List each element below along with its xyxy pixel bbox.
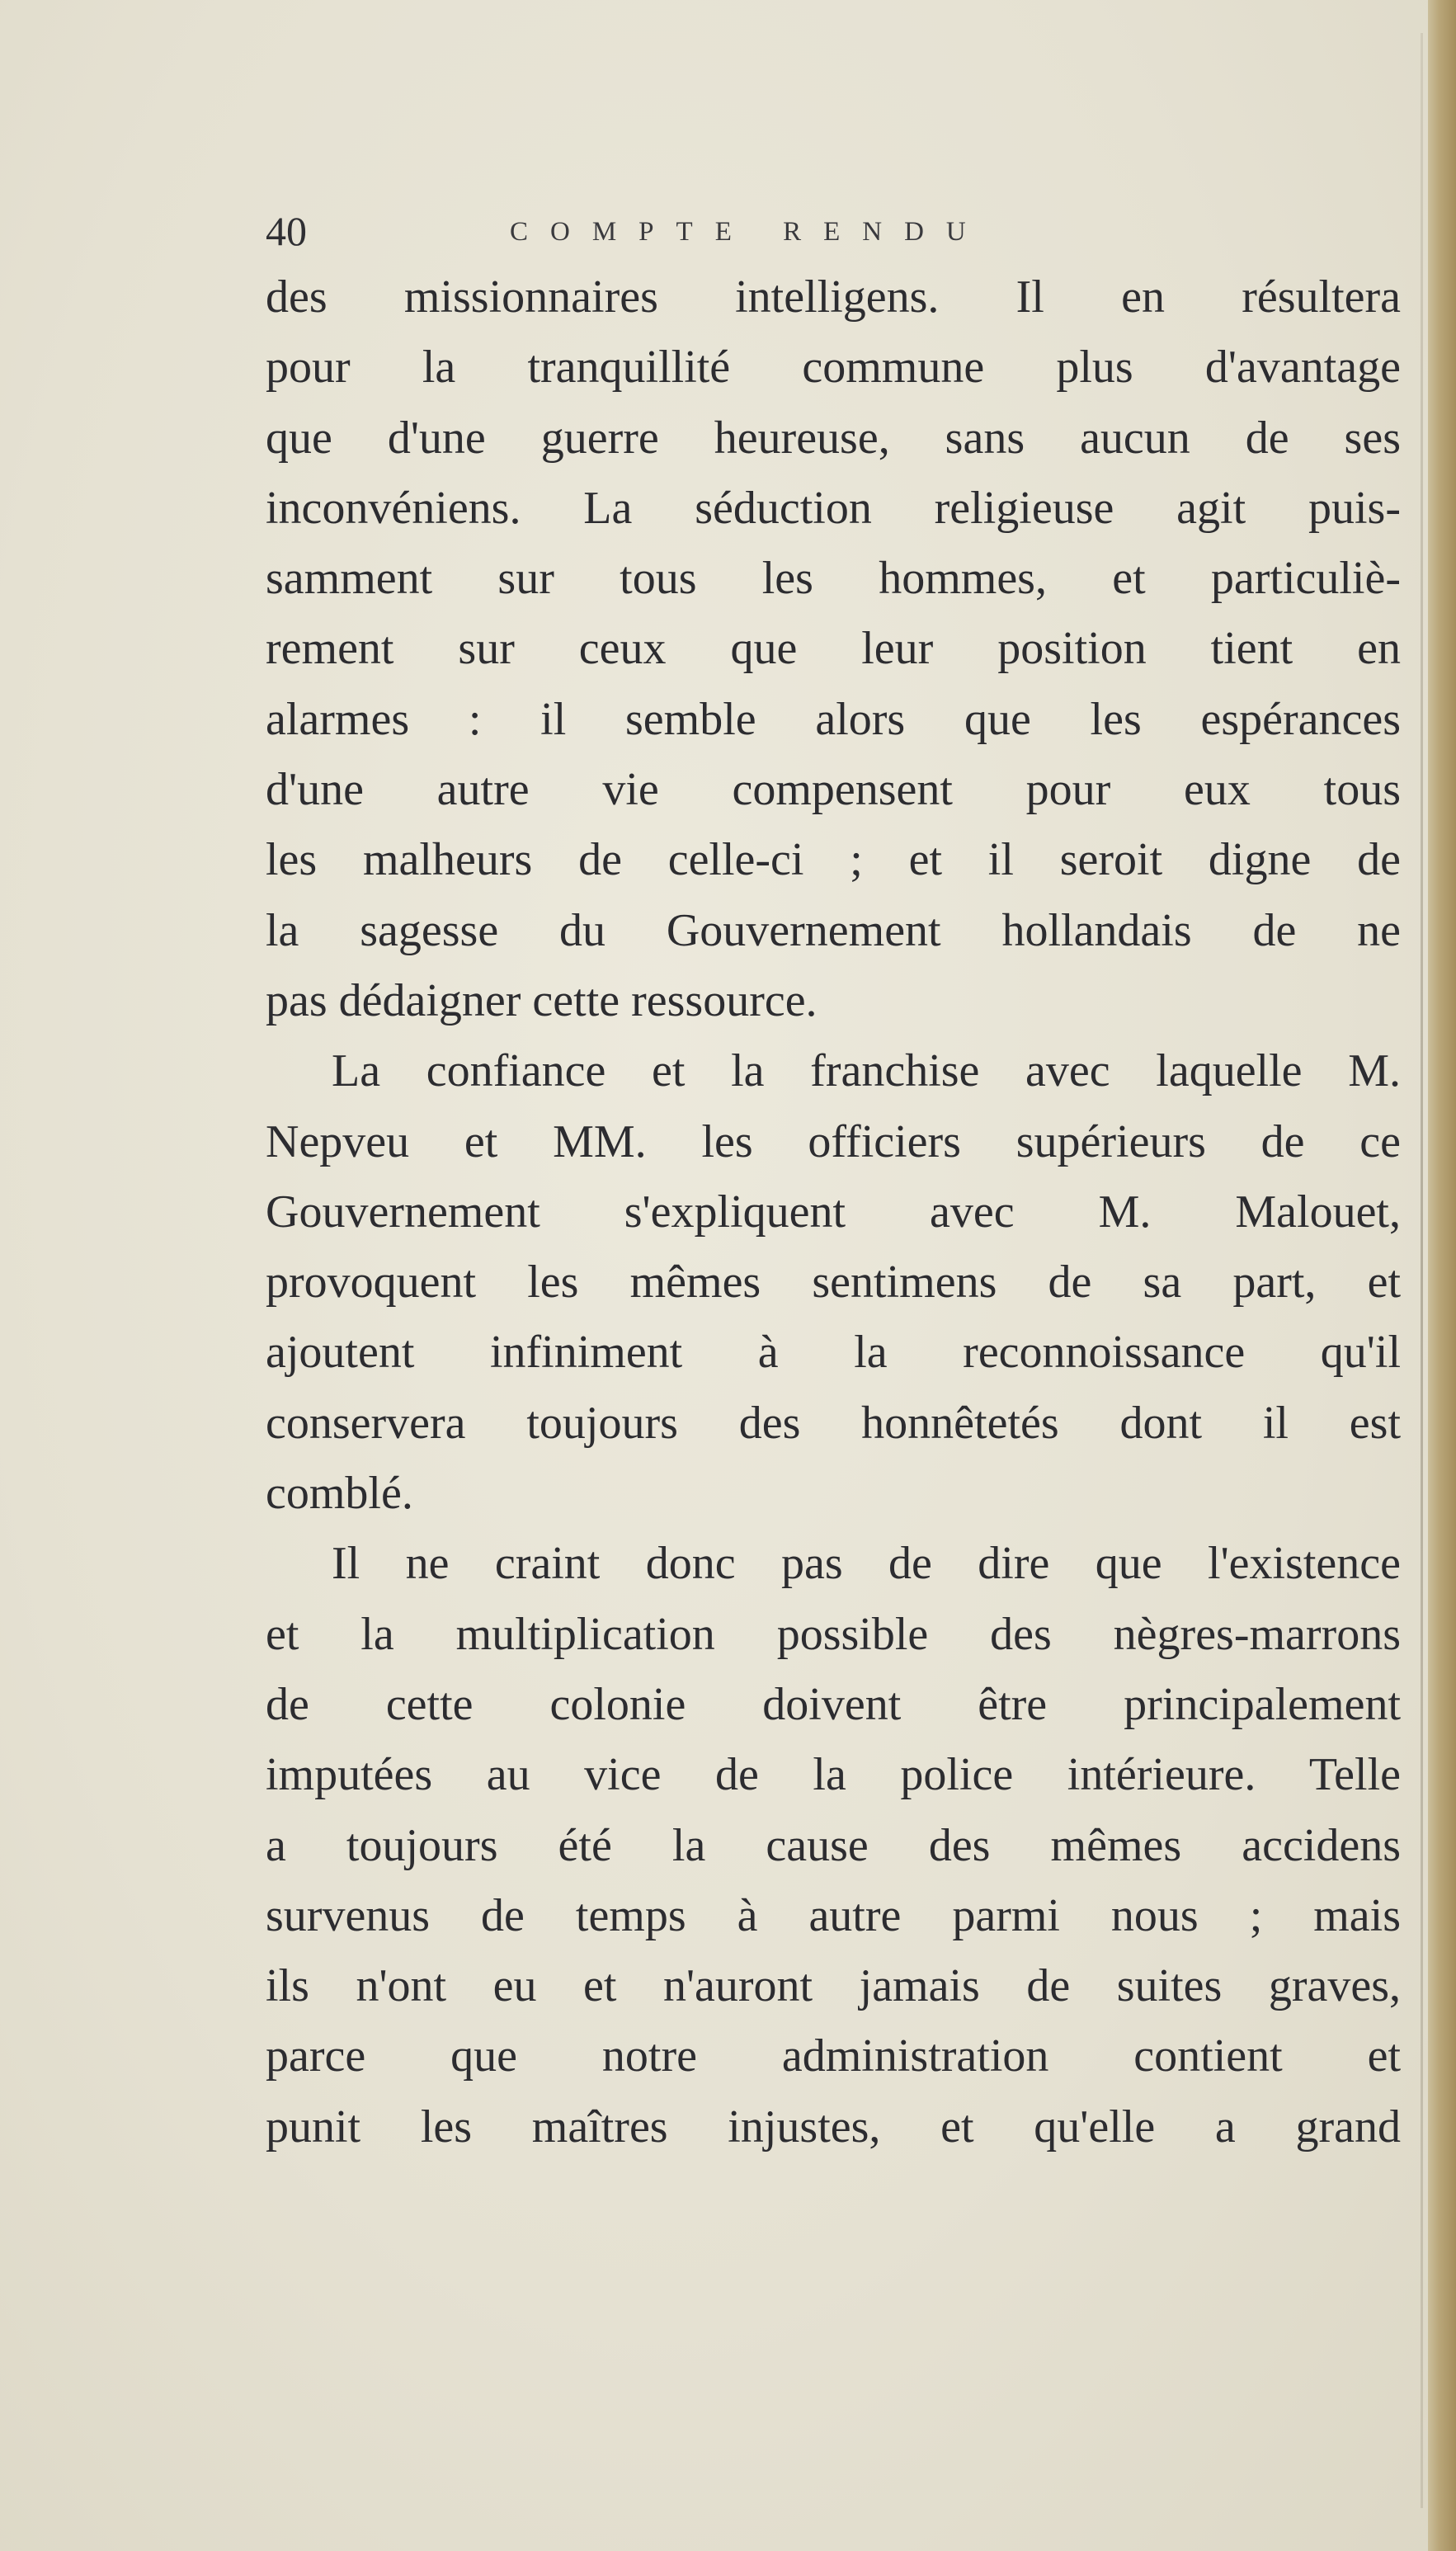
text-line: pas dédaigner cette ressource. — [266, 974, 818, 1026]
text-line: et la multiplication possible des nègres-marrons — [266, 1608, 1401, 1660]
text-line: La confiance et la franchise avec laquelle M. — [332, 1045, 1401, 1097]
paragraph — [266, 1529, 1401, 2162]
running-head: COMPTE RENDU — [510, 217, 988, 247]
text-line: d'une autre vie compensent pour eux tous — [266, 764, 1401, 816]
text-line: conservera toujours des honnêtetés dont il est — [266, 1397, 1401, 1449]
text-line: comblé. — [266, 1468, 413, 1520]
text-line: ils n'ont eu et n'auront jamais de suites graves, — [266, 1960, 1401, 2012]
text-line: imputées au vice de la police intérieure. Telle — [266, 1749, 1401, 1801]
text-line: alarmes : il semble alors que les espérances — [266, 693, 1401, 745]
text-line: les malheurs de celle-ci ; et il seroit digne de — [266, 834, 1401, 886]
text-line: ajoutent infiniment à la reconnoissance qu'il — [266, 1327, 1401, 1379]
page-gutter-shadow — [1421, 33, 1423, 2508]
text-line: pour la tranquillité commune plus d'avantage — [266, 342, 1401, 394]
text-line: survenus de temps à autre parmi nous ; mais — [266, 1889, 1401, 1941]
paragraph — [266, 1036, 1401, 1529]
text-line: des missionnaires intelligens. Il en résultera — [266, 271, 1401, 323]
text-line: rement sur ceux que leur position tient en — [266, 623, 1401, 675]
text-line: punit les maîtres injustes, et qu'elle a grand — [266, 2101, 1401, 2153]
body-text — [266, 262, 1401, 2162]
text-line: Il ne craint donc pas de dire que l'existence — [332, 1538, 1401, 1590]
page-number: 40 — [266, 208, 307, 254]
text-line: Nepveu et MM. les officiers supérieurs de ce — [266, 1115, 1401, 1167]
page-edge — [1428, 0, 1456, 2551]
text-line: a toujours été la cause des mêmes accidens — [266, 1819, 1401, 1871]
text-line: Gouvernement s'expliquent avec M. Malouet, — [266, 1186, 1401, 1238]
text-line: parce que notre administration contient et — [266, 2030, 1401, 2082]
text-line: que d'une guerre heureuse, sans aucun de ses — [266, 412, 1401, 464]
page-header — [266, 206, 1173, 256]
text-line: de cette colonie doivent être principalement — [266, 1678, 1401, 1730]
paragraph — [266, 262, 1401, 1036]
text-line: inconvéniens. La séduction religieuse agit puis- — [266, 482, 1401, 534]
text-line: provoquent les mêmes sentimens de sa part, et — [266, 1257, 1401, 1309]
text-line: la sagesse du Gouvernement hollandais de ne — [266, 904, 1401, 956]
text-line: samment sur tous les hommes, et particuliè- — [266, 553, 1401, 605]
